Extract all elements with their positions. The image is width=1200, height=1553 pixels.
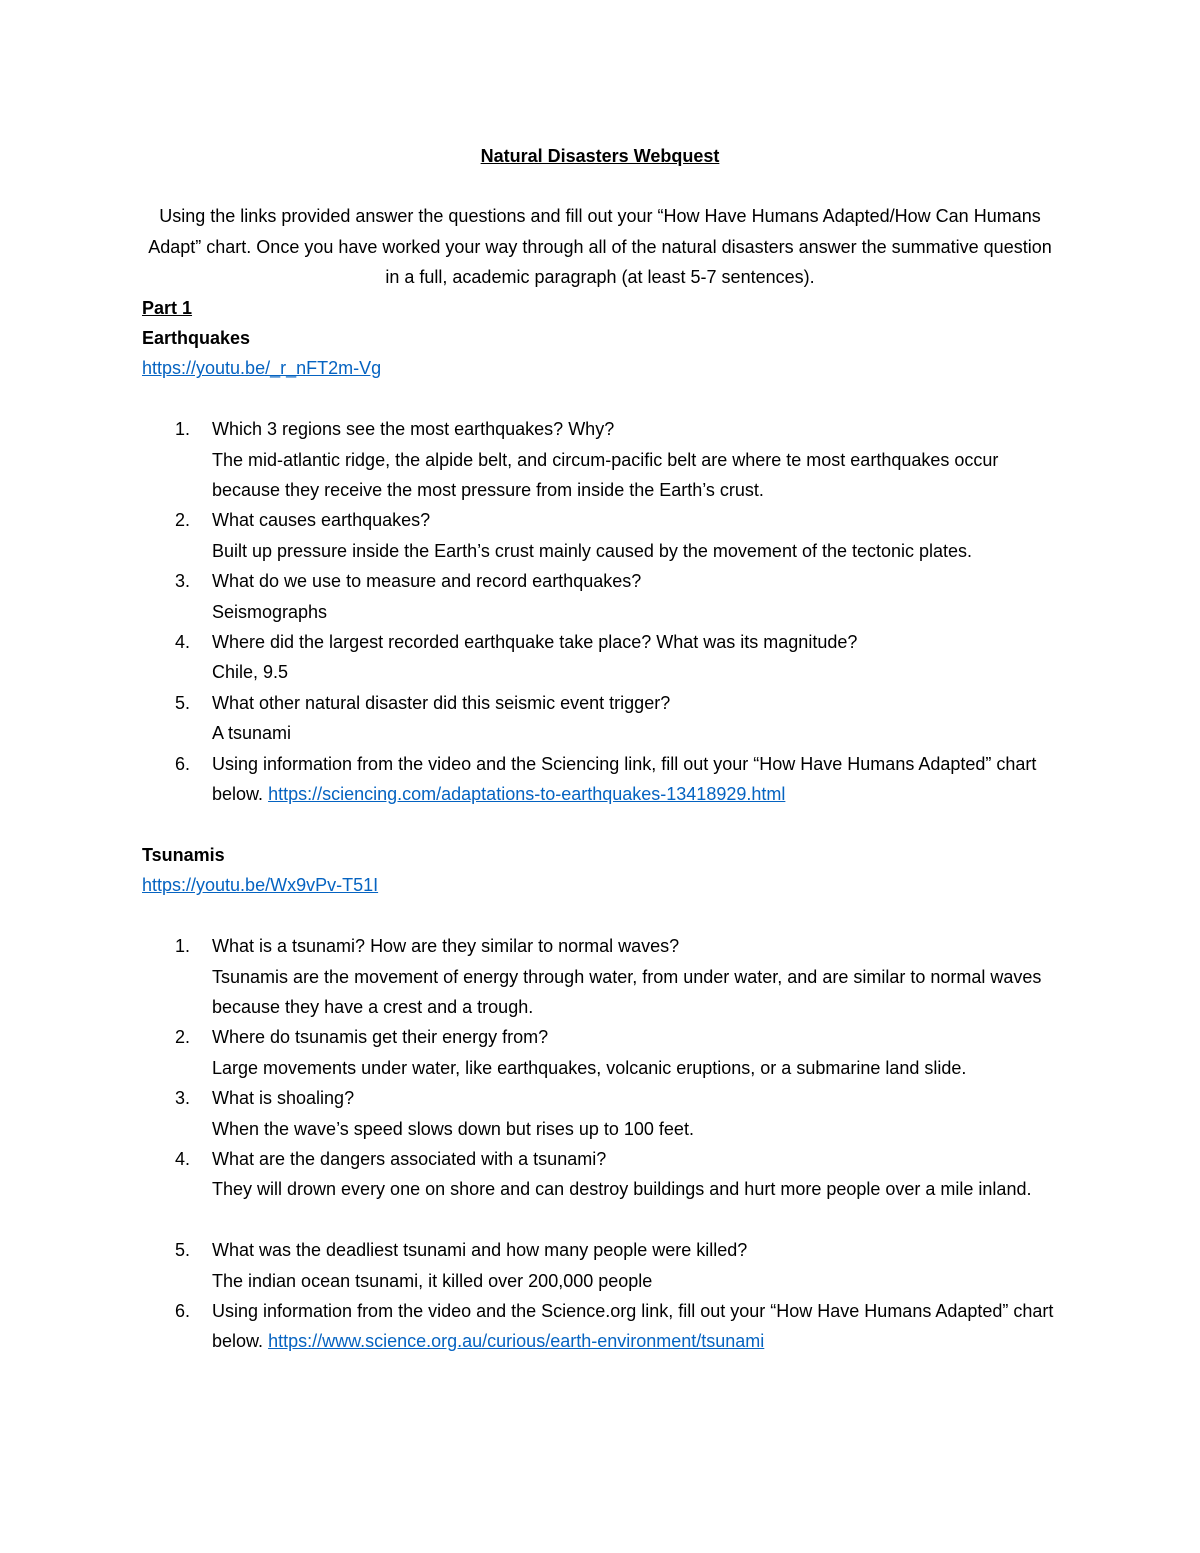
earthquakes-question-list [142,414,1058,809]
spacer [142,901,1058,931]
earthquakes-heading: Earthquakes [142,328,251,349]
question-number: 2. [175,1027,191,1048]
tsunamis-heading: Tsunamis [142,844,225,865]
question-number: 6. [175,753,191,774]
question-number: 2. [175,510,191,531]
question-text-body: Using information from the video and the Science.org link, fill out your “How Have Humans Adapted” chart below. [212,1300,1054,1352]
question-text: Where did the largest recorded earthquake take place? What was its magnitude? [212,632,858,653]
answer-text: Large movements under water, like earthquakes, volcanic eruptions, or a submarine land slide. [212,1057,967,1078]
part-label: Part 1 [142,297,193,318]
spacer [142,810,1058,840]
question-number: 3. [175,1088,191,1109]
question-text: What are the dangers associated with a tsunami? [212,1148,607,1169]
earthquakes-video-link[interactable]: https://youtu.be/_r_nFT2m-Vg [142,358,382,379]
tsunamis-question-list [142,931,1058,1357]
answer-text: Seismographs [212,601,328,622]
list-item [142,627,1058,688]
page-title: Natural Disasters Webquest [480,146,720,166]
list-item [142,505,1058,566]
list-item [142,1144,1058,1235]
question-text [212,1296,1058,1357]
list-item [142,1235,1058,1296]
question-text-body: Using information from the video and the Sciencing link, fill out your “How Have Humans Adapted” chart below. [212,753,1037,805]
question-text: What is a tsunami? How are they similar to normal waves? [212,936,680,957]
question-number: 6. [175,1300,191,1321]
science-org-link[interactable]: https://www.science.org.au/curious/earth-environment/tsunami [268,1331,765,1352]
spacer [142,384,1058,414]
question-text: Where do tsunamis get their energy from? [212,1027,549,1048]
answer-text: The mid-atlantic ridge, the alpide belt, and circum-pacific belt are where te most earthquakes occur because they receive the most pressure from inside the Earth’s crust. [212,449,999,501]
question-text: Which 3 regions see the most earthquakes? Why? [212,419,615,440]
question-text: What other natural disaster did this seismic event trigger? [212,692,671,713]
question-number: 4. [175,632,191,653]
question-text: What causes earthquakes? [212,510,431,531]
question-number: 3. [175,571,191,592]
document-body [142,141,1058,1357]
answer-text: The indian ocean tsunami, it killed over 200,000 people [212,1270,653,1291]
question-number: 5. [175,692,191,713]
list-item [142,688,1058,749]
list-item [142,749,1058,810]
list-item [142,414,1058,505]
list-item [142,931,1058,1022]
question-number: 4. [175,1148,191,1169]
intro-paragraph: Using the links provided answer the questions and fill out your “How Have Humans Adapted/How Can Humans Adapt” chart. Once you have worked your way through all of the natural disasters answer the summative question in a full, academic paragraph (at least 5-7 sentences). [148,206,1052,288]
answer-text: Chile, 9.5 [212,662,289,683]
sciencing-link[interactable]: https://sciencing.com/adaptations-to-earthquakes-13418929.html [268,784,786,805]
question-text: What do we use to measure and record earthquakes? [212,571,642,592]
list-item [142,1083,1058,1144]
question-text: What was the deadliest tsunami and how many people were killed? [212,1240,748,1261]
list-item [142,566,1058,627]
question-number: 1. [175,936,191,957]
list-item [142,1296,1058,1357]
answer-text: They will drown every one on shore and can destroy buildings and hurt more people over a mile inland. [212,1179,1032,1200]
answer-text: Tsunamis are the movement of energy through water, from under water, and are similar to normal waves because they have a crest and a trough. [212,966,1042,1017]
list-item [142,1022,1058,1083]
answer-text: Built up pressure inside the Earth’s crust mainly caused by the movement of the tectonic plates. [212,540,973,561]
blank-line [212,1205,1058,1235]
question-number: 1. [175,419,191,440]
question-number: 5. [175,1240,191,1261]
tsunamis-video-link[interactable]: https://youtu.be/Wx9vPv-T51I [142,875,379,896]
answer-text: A tsunami [212,723,292,744]
answer-text: When the wave’s speed slows down but rises up to 100 feet. [212,1118,694,1139]
question-text: What is shoaling? [212,1088,355,1109]
question-text [212,749,1058,810]
